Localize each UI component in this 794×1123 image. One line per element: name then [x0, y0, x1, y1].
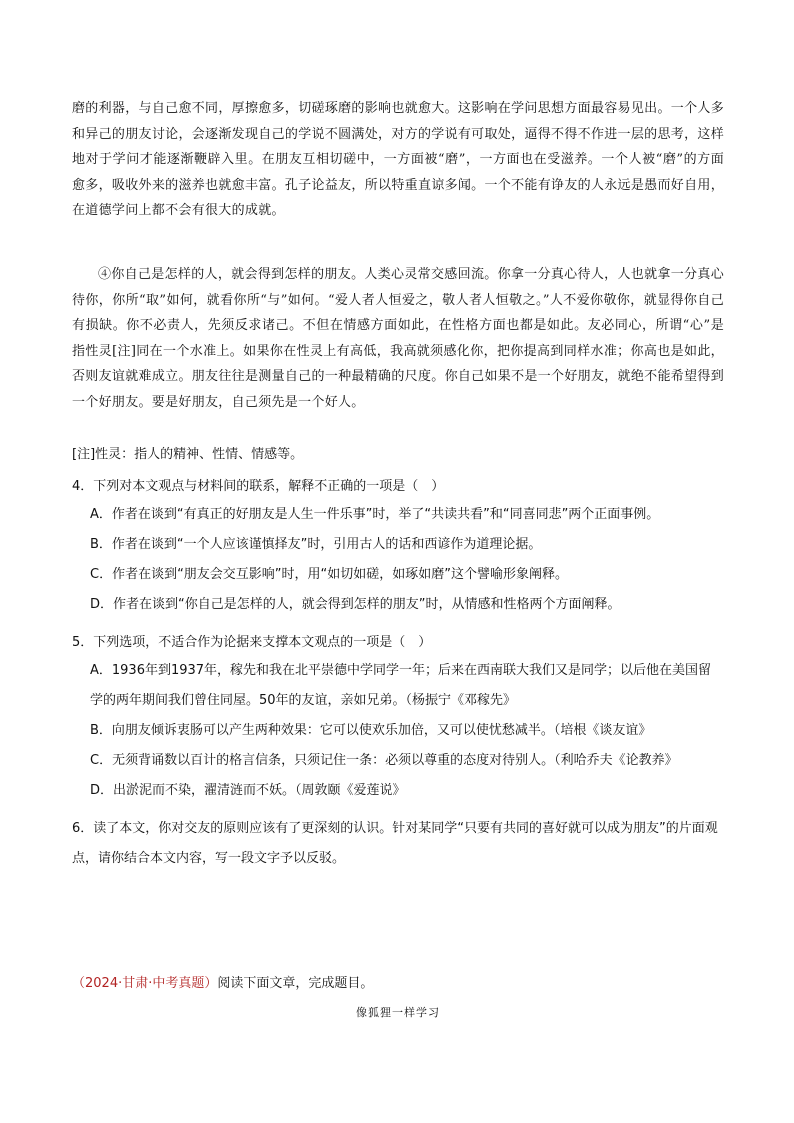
question-5 [72, 630, 724, 806]
source-instruction: 阅读下面文章，完成题目。 [217, 976, 374, 991]
question-4 [72, 474, 724, 620]
question-5-option-d: D．出淤泥而不染，濯清涟而不妖。（周敦颐《爱莲说》 [90, 783, 406, 798]
question-6-stem: 6．读了本文，你对交友的原则应该有了更深刻的认识。针对某同学“只要有共同的喜好就可以成为朋友”的片面观点，请你结合本文内容，写一段文字予以反驳。 [72, 821, 718, 866]
question-4-stem: 4．下列对本文观点与材料间的联系，解释不正确的一项是（ ） [72, 479, 445, 494]
annotation-note: [注]性灵：指人的精神、性情、情感等。 [72, 447, 304, 462]
passage-paragraph-4: ④你自己是怎样的人，就会得到怎样的朋友。人类心灵常交感回流。你拿一分真心待人，人也就拿一分真心待你，你所“取”如何，就看你所“与”如何。“爱人者人恒爱之，敬人者人恒敬之。”人不爱你敬你，就显得你自己有损缺。你不必责人，先须反求诸己。不但在情感方面如此，在性格方面也都是如此。友必同心，所谓“心”是指性灵[注]同在一个水准上。如果你在性灵上有高低，我高就须感化你，把你提高到同样水准；你高也是如此，否则友谊就难成立。朋友往往是测量自己的一种最精确的尺度。你自己如果不是一个好朋友，就绝不能希望得到一个好朋友。要是好朋友，自己须先是一个好人。 [72, 267, 724, 410]
question-4-option-c: C．作者在谈到“朋友会交互影响”时，用“如切如磋，如琢如磨”这个譬喻形象阐释。 [90, 567, 569, 582]
question-6 [72, 814, 724, 874]
question-4-option-a: A．作者在谈到“有真正的好朋友是人生一件乐事”时，举了“共读共看”和“同喜同悲”两个正面事例。 [90, 507, 660, 522]
question-5-stem: 5．下列选项，不适合作为论据来支撑本文观点的一项是（ ） [72, 635, 432, 650]
source-tag: （2024·甘肃·中考真题） [72, 976, 218, 991]
question-5-option-b: B．向朋友倾诉衷肠可以产生两种效果：它可以使欢乐加倍，又可以使忧愁减半。（培根《谈友谊》 [90, 723, 652, 738]
next-section-source [72, 972, 373, 991]
page-footer: 像狐狸一样学习 [356, 1006, 440, 1019]
question-5-option-a: A．1936年到1937年，稼先和我在北平崇德中学同学一年；后来在西南联大我们又是同学；以后他在美国留学的两年期间我们曾住同屋。50年的友谊，亲如兄弟。（杨振宁《邓稼先》 [90, 663, 712, 708]
question-4-option-b: B．作者在谈到“一个人应该谨慎择友”时，引用古人的话和西谚作为道理论据。 [90, 537, 542, 552]
question-5-option-c: C．无须背诵数以百计的格言信条，只须记住一条：必须以尊重的态度对待别人。（利哈乔夫《论教养》 [90, 753, 678, 768]
passage-paragraph-3-end: 磨的利器，与自己愈不同，厚擦愈多，切磋琢磨的影响也就愈大。这影响在学问思想方面最容易见出。一个人多和异己的朋友讨论，会逐渐发现自己的学说不圆满处，对方的学说有可取处，逼得不得不作进一层的思考，这样地对于学问才能逐渐鞭辟入里。在朋友互相切磋中，一方面被“磨”，一方面也在受滋养。一个人被“磨”的方面愈多，吸收外来的滋养也就愈丰富。孔子论益友，所以特重直谅多闻。一个不能有诤友的人永远是愚而好自用，在道德学问上都不会有很大的成就。 [72, 101, 724, 219]
question-4-option-d: D．作者在谈到“你自己是怎样的人，就会得到怎样的朋友”时，从情感和性格两个方面阐释。 [90, 597, 621, 612]
